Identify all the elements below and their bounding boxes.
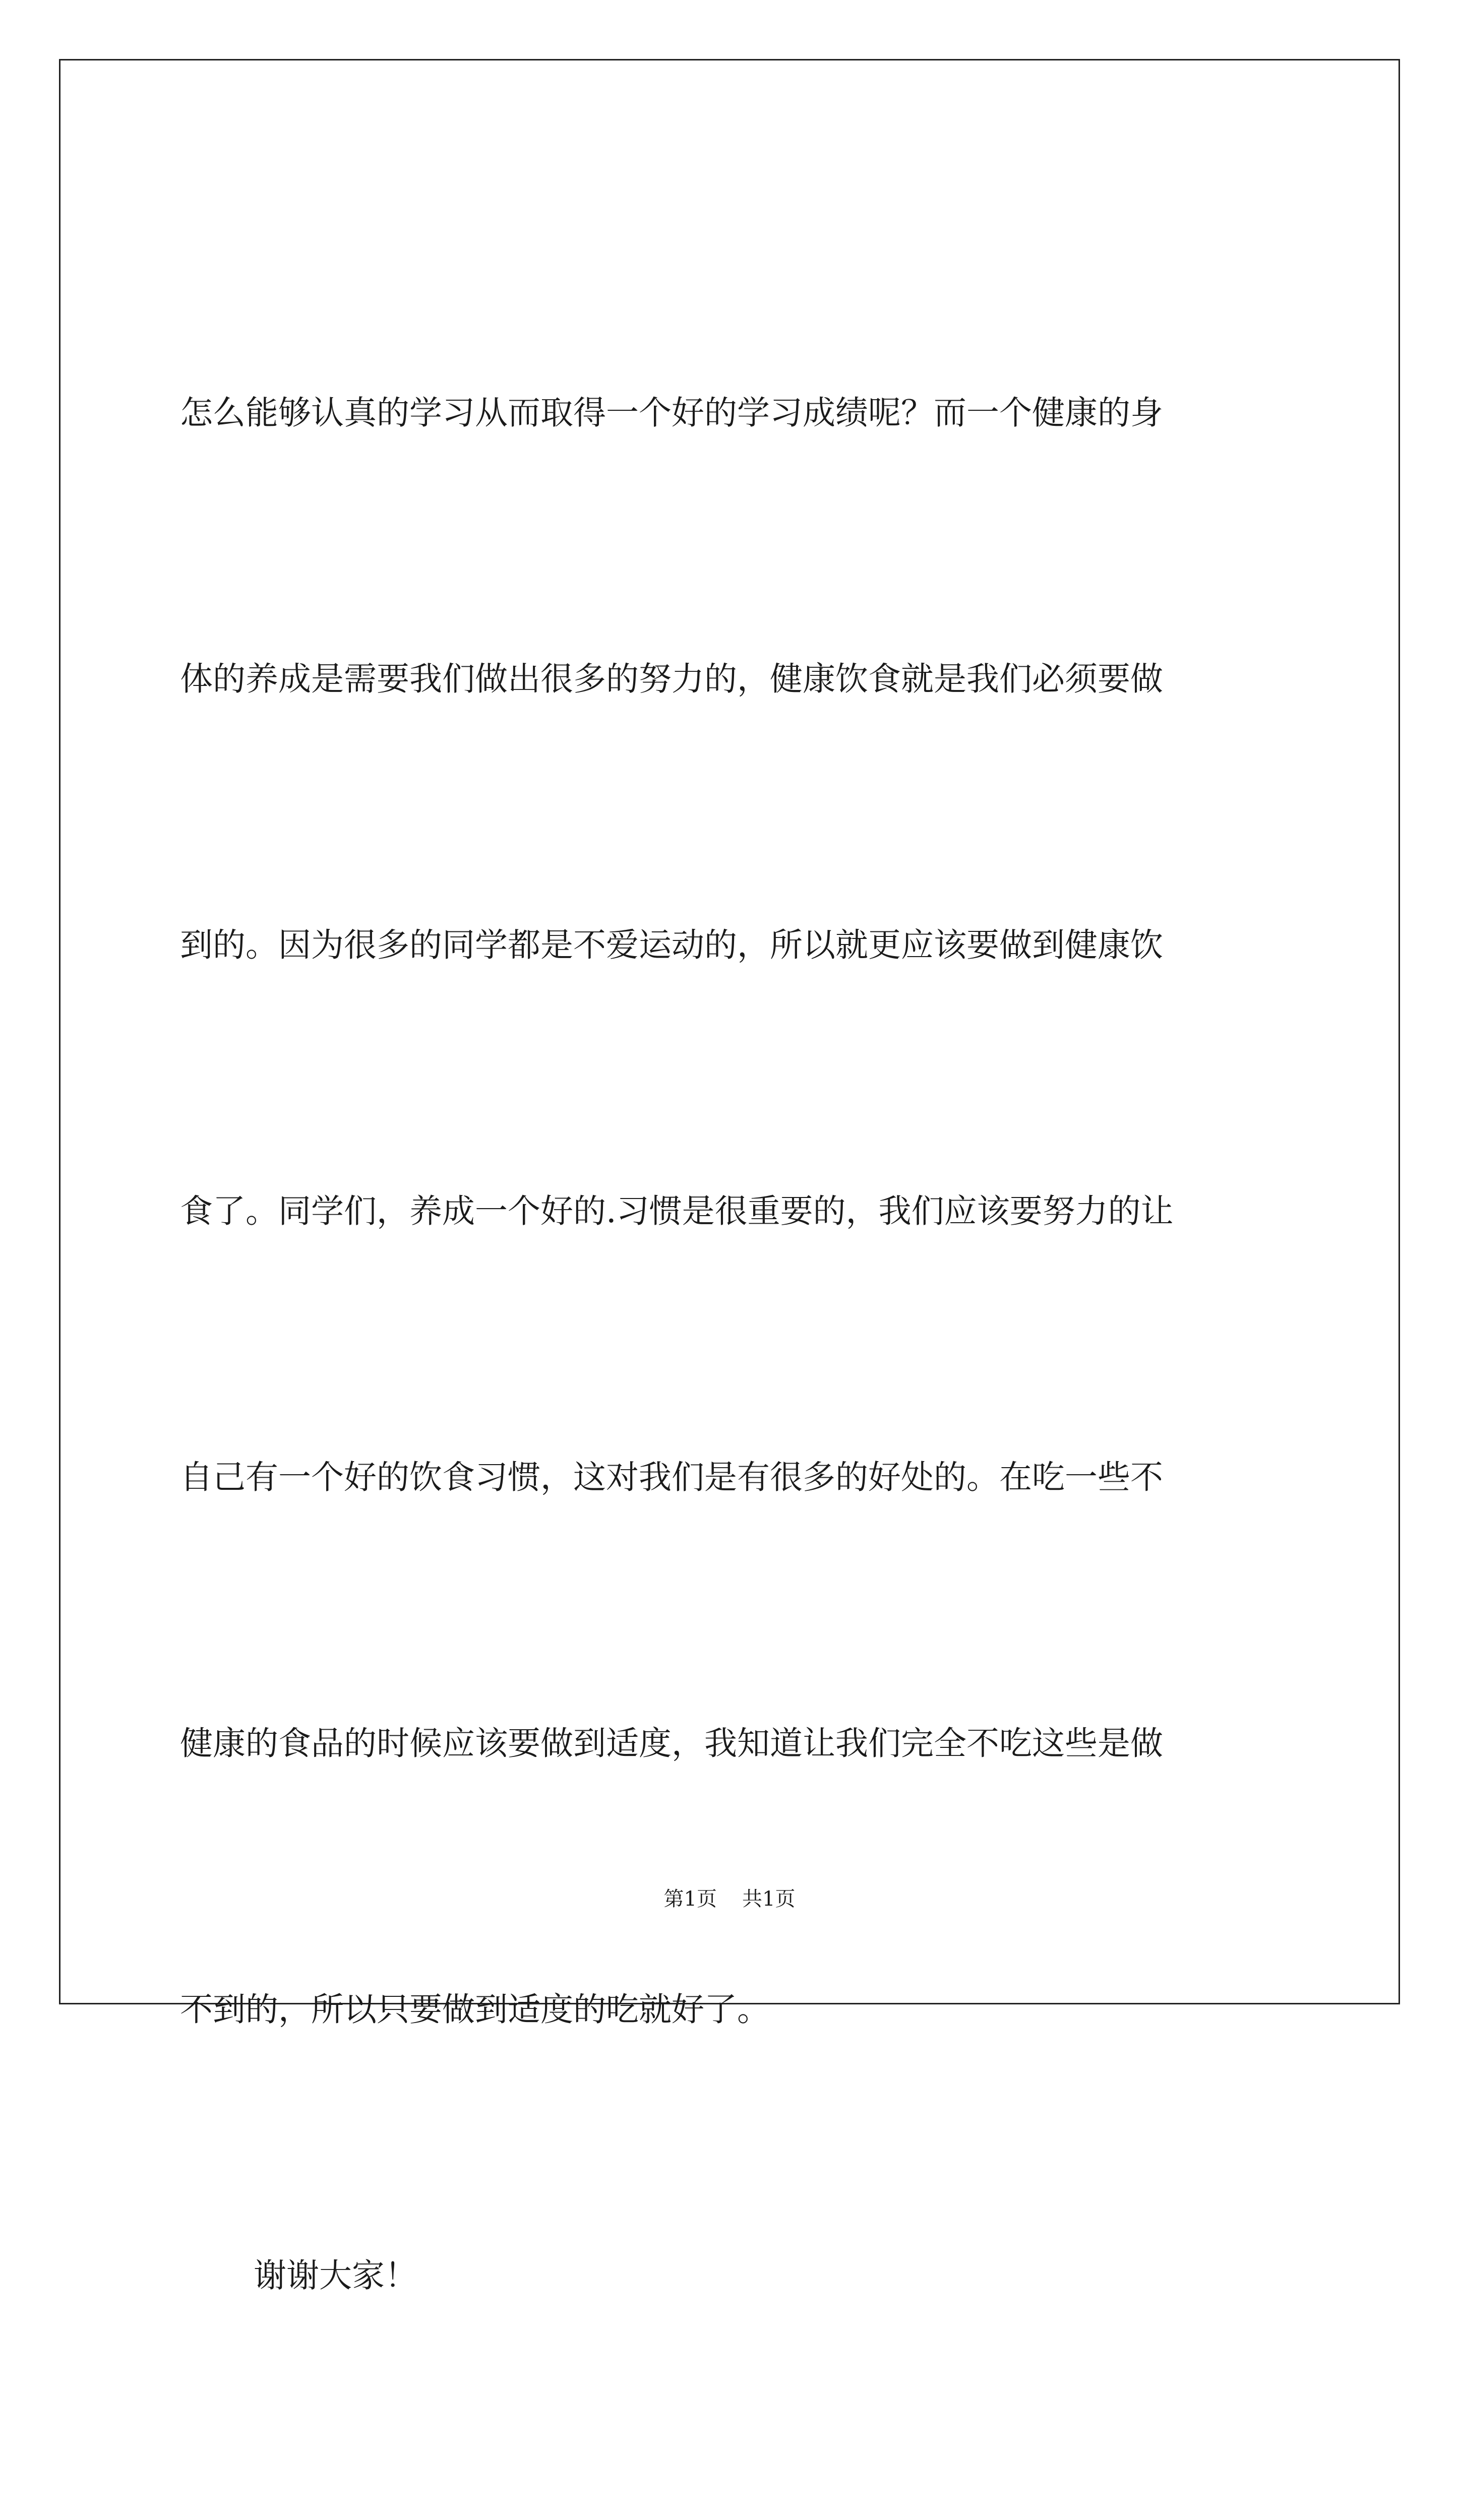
text-line: 不到的，所以只要做到适度的吃就好了。	[180, 1991, 770, 2029]
body-text	[180, 192, 1289, 2520]
page-footer	[0, 1884, 1459, 1914]
text-line: 怎么能够认真的学习从而取得一个好的学习成绩呢？而一个健康的身	[180, 394, 1164, 432]
text-line: 健康的食品的时候应该要做到适度，我知道让我们完全不吃这些是做	[180, 1725, 1164, 1762]
section-title	[180, 2498, 1289, 2520]
text-line: 食了。同学们，养成一个好的.习惯是很重要的，我们应该要努力的让	[180, 1192, 1174, 1230]
page-number: 第1页	[663, 1887, 717, 1911]
text-line: 到的。因为很多的同学都是不爱运动的，所以就更应该要做到健康饮	[180, 926, 1164, 964]
document-body	[180, 192, 1289, 2520]
text-line: 体的养成是需要我们做出很多的努力的，健康饮食就是我们必须要做	[180, 660, 1164, 698]
text-line: 自己有一个好的饮食习惯，这对我们是有很多的好处的。在吃一些不	[180, 1459, 1164, 1496]
closing-thanks: 谢谢大家！	[254, 2257, 418, 2295]
page-total: 共1页	[742, 1887, 796, 1911]
